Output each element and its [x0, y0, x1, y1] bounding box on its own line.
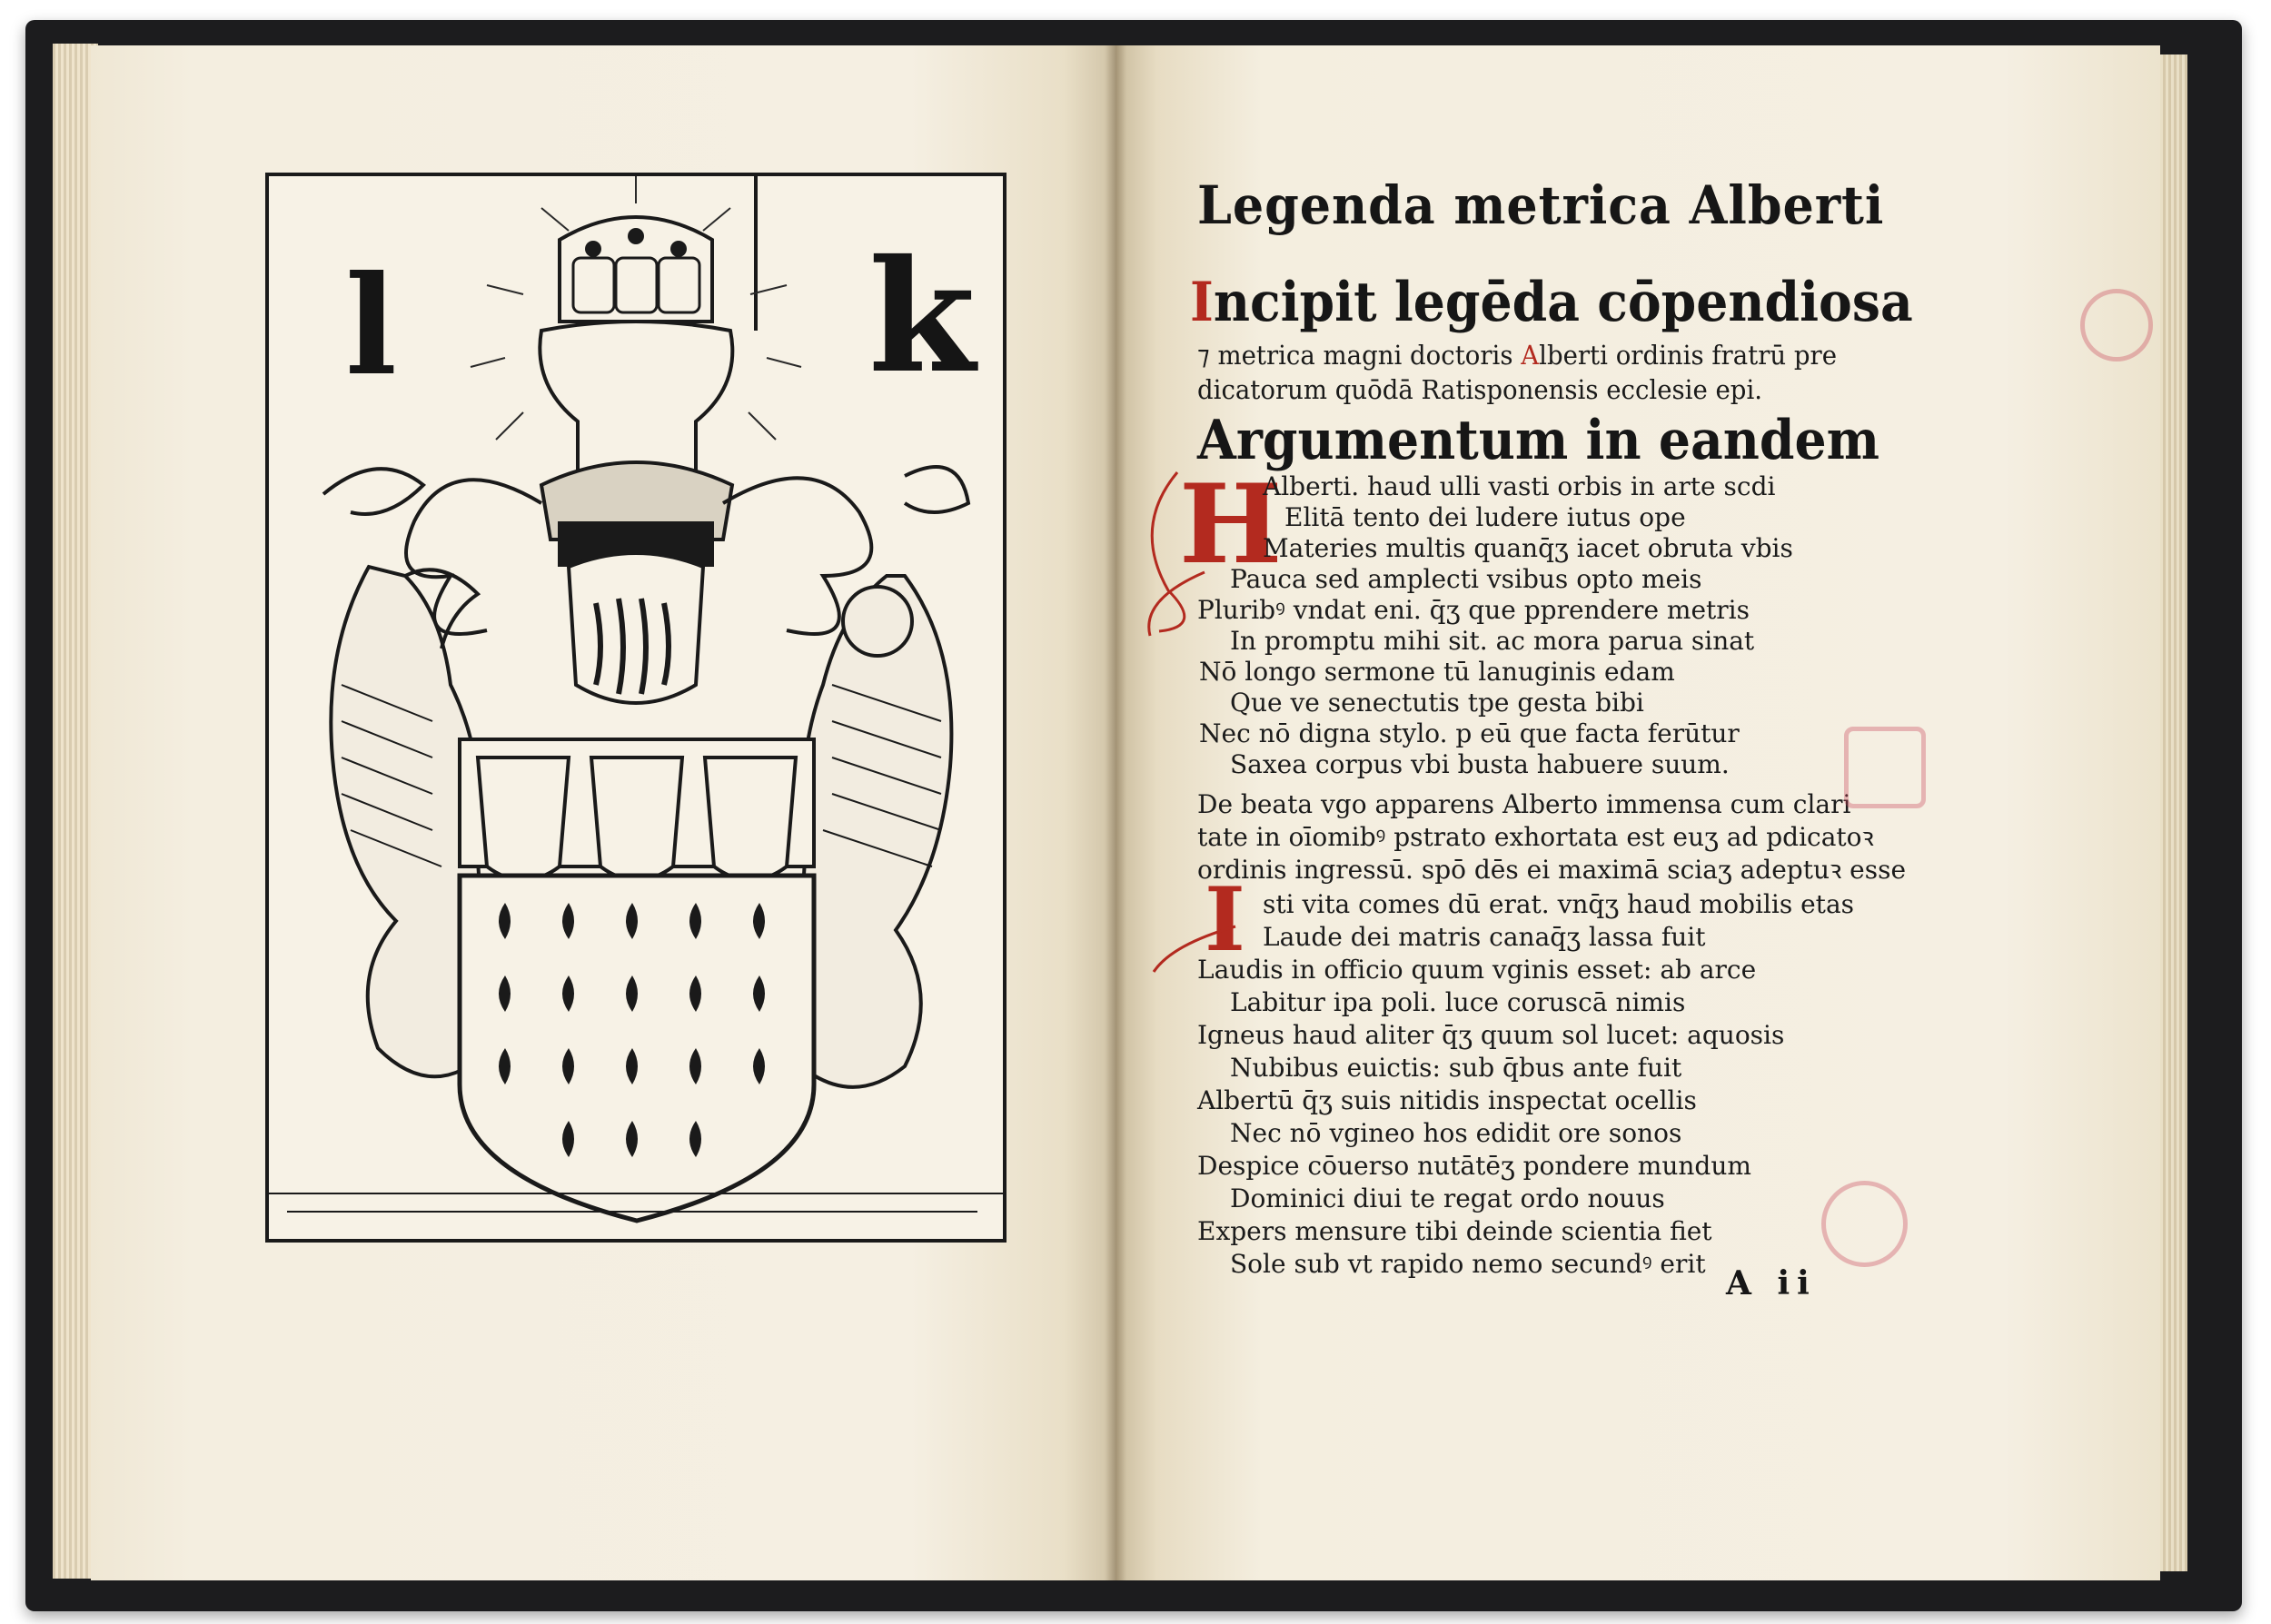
page-title: Legenda metrica Alberti: [1197, 174, 1885, 236]
incipit-line-1: ⁊ metrica magni doctoris Alberti ordinis fratrū pre: [1197, 340, 1838, 371]
verse-line: Materies multis quanq̄ʒ iacet obruta vbis: [1263, 533, 1793, 563]
verse-line: Laudis in officio quum vginis esset: ab arce: [1197, 955, 1757, 985]
verse-line: Alberti. haud ulli vasti orbis in arte scdi: [1263, 471, 1776, 501]
verse-line: Labitur ipa poli. luce coruscā nimis: [1230, 987, 1686, 1017]
verse-line: Despice cōuerso nutātēʒ pondere mundum: [1197, 1151, 1751, 1181]
verse-line: Dominici diui te regat ordo nouus: [1230, 1183, 1665, 1213]
coat-of-arms-woodcut: [265, 173, 1007, 1243]
verse-line: Nō longo sermone tū lanuginis edam: [1199, 657, 1675, 687]
prose-line: De beata vgo apparens Alberto immensa cum clari: [1197, 789, 1851, 819]
verse-line: Laude dei matris canaq̄ʒ lassa fuit: [1263, 922, 1706, 952]
incipit-text: ncipit legēda cōpendiosa: [1213, 271, 1913, 334]
verse-line: Nec nō digna stylo. p eū que facta ferūtur: [1199, 718, 1740, 748]
verse-line: Sole sub vt rapido nemo secundꝰ erit: [1230, 1249, 1706, 1279]
incipit-initial: I: [1190, 271, 1214, 334]
book-gutter: [1105, 45, 1126, 1580]
verse-line: Nec nō vgineo hos edidit ore sonos: [1230, 1118, 1682, 1148]
prose-line: tate in oīomibꝰ pstrato exhortata est euʒ ad pdicatoꝛ: [1197, 822, 1874, 852]
library-stamp: [1844, 727, 1926, 808]
signature-mark: A ii: [1726, 1264, 1817, 1302]
woodcut-letter-l: l: [345, 246, 397, 406]
verse-line: In promptu mihi sit. ac mora parua sinat: [1230, 626, 1755, 656]
verse-line: sti vita comes dū erat. vnq̄ʒ haud mobilis etas: [1263, 889, 1854, 919]
verse-line: Saxea corpus vbi busta habuere suum.: [1230, 749, 1730, 779]
red-initial-h: H: [1179, 460, 1283, 589]
red-initial-i: I: [1205, 868, 1245, 971]
verse-line: Igneus haud aliter q̄ʒ quum sol lucet: aquosis: [1197, 1020, 1785, 1050]
incipit-line-2: dicatorum quōdā Ratisponensis ecclesie epi.: [1197, 374, 1763, 405]
argument-heading: Argumentum in eandem: [1197, 409, 1880, 472]
verse-line: Expers mensure tibi deinde scientia fiet: [1197, 1216, 1712, 1246]
verse-line: Elitā tento dei ludere iutus ope: [1284, 502, 1686, 532]
library-stamp: [1821, 1181, 1908, 1267]
rubric-alberti: A: [1521, 340, 1540, 371]
verse-line: Albertū q̄ʒ suis nitidis inspectat ocellis: [1197, 1085, 1697, 1115]
verse-line: Que ve senectutis tpe gesta bibi: [1230, 688, 1644, 718]
verse-line: Pluribꝰ vndat eni. q̄ʒ que pprendere metris: [1197, 595, 1750, 625]
woodcut-letter-k: k: [868, 226, 976, 408]
prose-line: ordinis ingressū. spō dēs ei maximā sciaʒ adeptuꝛ esse: [1197, 855, 1907, 885]
verse-line: Nubibus euictis: sub q̄bus ante fuit: [1230, 1053, 1682, 1083]
incipit-heading: [1190, 271, 2042, 334]
library-stamp: [2080, 289, 2153, 361]
verse-line: Pauca sed amplecti vsibus opto meis: [1230, 564, 1702, 594]
